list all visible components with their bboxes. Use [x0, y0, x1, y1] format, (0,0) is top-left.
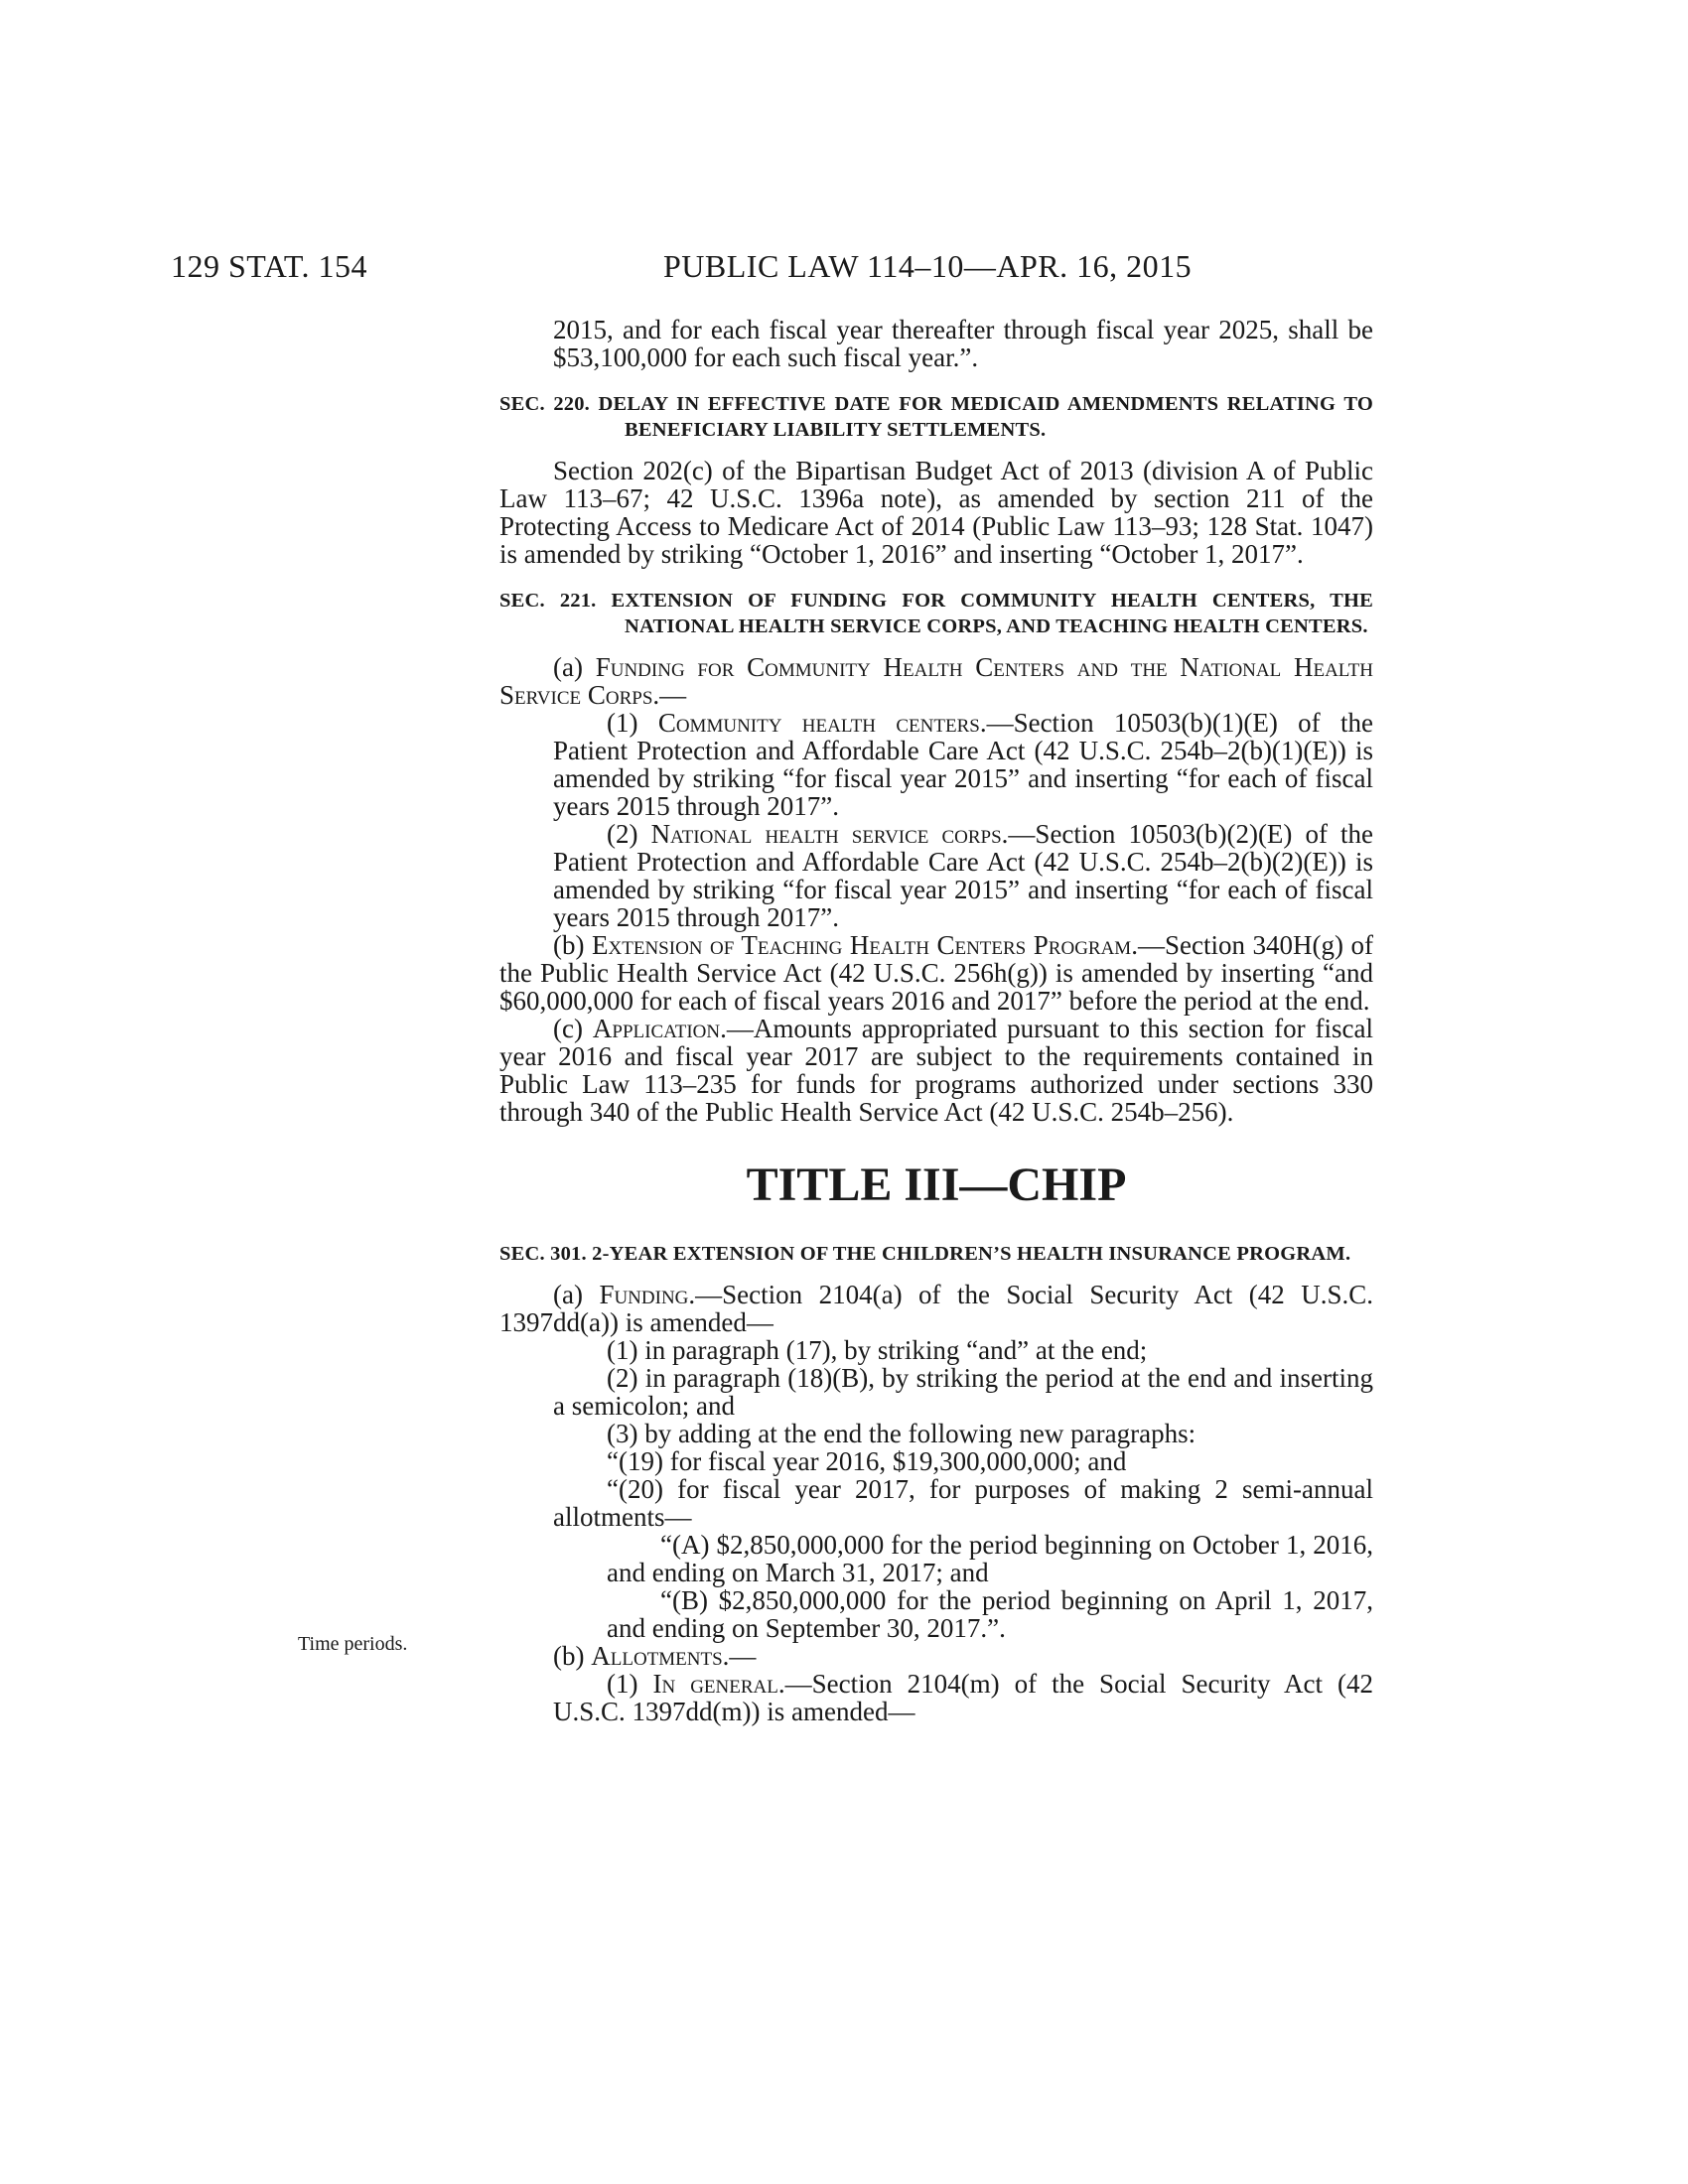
sec-221-a1-text: —Section 10503(b)(1)(E) of the Patient Protection and Affordable Care Act (42 U.S.C. 254b–2(b)(1)(E)) is amended by striking “for fiscal year 2015” and inserting “for each of fiscal years 2015 through 2017”. — [553, 708, 1374, 821]
sec-221-a-label: (a) — [553, 652, 596, 682]
sec-301-a-caption: Funding. — [599, 1280, 696, 1309]
sec-221-a2-label: (2) — [607, 819, 651, 849]
margin-note: Time periods. — [298, 1633, 408, 1655]
sec-301-quoted-subparagraph-b: “(B) $2,850,000,000 for the period beginning on April 1, 2017, and ending on September 30, 2017.”. — [607, 1585, 1373, 1643]
sec-221-c-text: —Amounts appropriated pursuant to this section for fiscal year 2016 and fiscal year 2017 are subject to the requirements contained in Public Law 113–235 for funds for programs authorized under sections 330 through 340 of the Public Health Service Act (42 U.S.C. 254b–256). — [499, 1014, 1374, 1127]
sec-221-a-caption: Funding for Community Health Centers and the National Health Service Corps.— — [499, 652, 1373, 710]
sec-221-b-text: —Section 340H(g) of the Public Health Service Act (42 U.S.C. 256h(g)) is amended by inserting “and $60,000,000 for each of fiscal years 2016 and 2017” before the period at the end. — [499, 930, 1374, 1016]
sec-301-a-text: —Section 2104(a) of the Social Security Act (42 U.S.C. 1397dd(a)) is amended— — [499, 1280, 1374, 1337]
sec-221-subsection-a — [499, 653, 1373, 709]
sec-221-a1-caption: Community health centers. — [657, 708, 987, 738]
sec-221-subsection-b — [499, 931, 1373, 1015]
sec-221-a1-label: (1) — [607, 708, 658, 738]
sec-301-paragraph-b1 — [499, 1670, 1373, 1725]
sec-301-quoted-paragraph-19: “(19) for fiscal year 2016, $19,300,000,000; and — [607, 1446, 1127, 1476]
sec-221-c-label: (c) — [553, 1014, 593, 1043]
sec-221-a2-text: —Section 10503(b)(2)(E) of the Patient Protection and Affordable Care Act (42 U.S.C. 254b–2(b)(2)(E)) is amended by striking “for fiscal year 2015” and inserting “for each of fiscal years 2015 through 2017”. — [553, 819, 1374, 932]
sec-221-subsection-c — [499, 1015, 1373, 1126]
stat-page-reference: 129 STAT. 154 — [171, 248, 368, 284]
sec-301-paragraph-3: (3) by adding at the end the following new paragraphs: — [607, 1419, 1196, 1448]
sec-301-a-label: (a) — [553, 1280, 600, 1309]
sec-221-paragraph-a2 — [499, 820, 1373, 931]
sec-221-b-label: (b) — [553, 930, 593, 960]
sec-301-heading: SEC. 301. 2-YEAR EXTENSION OF THE CHILDREN’S HEALTH INSURANCE PROGRAM. — [499, 1243, 1351, 1265]
sec-221-b-caption: Extension of Teaching Health Centers Program. — [592, 930, 1138, 960]
sec-301-b-label: (b) — [553, 1641, 592, 1671]
sec-221-paragraph-a1 — [499, 709, 1373, 820]
sec-301-b1-caption: In general. — [652, 1669, 785, 1699]
sec-220-heading: SEC. 220. DELAY IN EFFECTIVE DATE FOR MEDICAID AMENDMENTS RELATING TO BENEFICIARY LIABILITY SETTLEMENTS. — [499, 393, 1373, 441]
sec-301-b1-text: —Section 2104(m) of the Social Security Act (42 U.S.C. 1397dd(m)) is amended— — [553, 1669, 1373, 1726]
sec-301-subsection-a — [499, 1281, 1373, 1336]
sec-301-quoted-subparagraph-a: “(A) $2,850,000,000 for the period beginning on October 1, 2016, and ending on March 31, 2017; and — [607, 1530, 1373, 1587]
sec-301-quoted-paragraph-20: “(20) for fiscal year 2017, for purposes of making 2 semi-annual allotments— — [553, 1474, 1373, 1532]
sec-301-b1-label: (1) — [607, 1669, 653, 1699]
sec-221-heading: SEC. 221. EXTENSION OF FUNDING FOR COMMUNITY HEALTH CENTERS, THE NATIONAL HEALTH SERVICE CORPS, AND TEACHING HEALTH CENTERS. — [499, 590, 1373, 637]
sec-220-body: Section 202(c) of the Bipartisan Budget Act of 2013 (division A of Public Law 113–67; 42 U.S.C. 1396a note), as amended by section 211 of the Protecting Access to Medicare Act of 2014 (Public Law 113–93; 128 Stat. 1047) is amended by striking “October 1, 2016” and inserting “October 1, 2017”. — [499, 456, 1373, 569]
page-body — [499, 316, 1373, 1725]
title-iii-heading: TITLE III—CHIP — [746, 1159, 1127, 1211]
law-running-header: PUBLIC LAW 114–10—APR. 16, 2015 — [663, 248, 1193, 284]
sec-221-c-caption: Application. — [592, 1014, 727, 1043]
sec-221-a2-caption: National health service corps. — [650, 819, 1009, 849]
sec-301-b-caption: Allotments.— — [591, 1641, 757, 1671]
sec-301-paragraph-1: (1) in paragraph (17), by striking “and” at the end; — [607, 1335, 1148, 1365]
sec-301-subsection-b — [499, 1642, 1373, 1670]
continuation-text: 2015, and for each fiscal year thereafter through fiscal year 2025, shall be $53,100,000 for each such fiscal year.”. — [553, 315, 1373, 372]
sec-301-paragraph-2: (2) in paragraph (18)(B), by striking the period at the end and inserting a semicolon; and — [553, 1363, 1373, 1421]
